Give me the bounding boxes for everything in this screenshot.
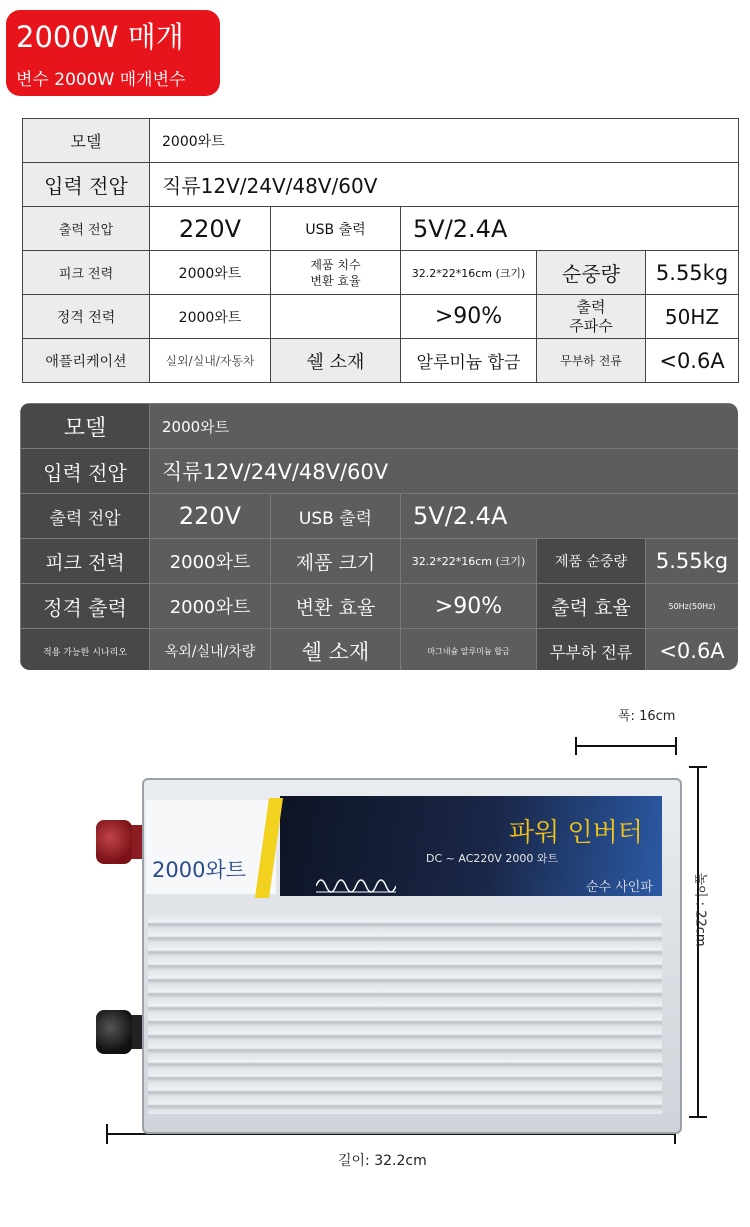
conversion-efficiency-label-dark: 변환 효율: [271, 584, 401, 629]
frequency-label: 출력 주파수: [537, 295, 646, 339]
model-value-dark: 2000와트: [150, 404, 739, 449]
length-dimension-tick-left: [106, 1124, 108, 1144]
sine-wave-icon: [316, 872, 396, 894]
inverter-title: 파워 인버터: [509, 818, 643, 848]
width-label: 폭: 16cm: [618, 709, 676, 724]
weight-value-dark: 5.55kg: [646, 539, 739, 584]
shell-material-label: 쉘 소재: [271, 339, 401, 383]
usb-output-value: 5V/2.4A: [401, 207, 739, 251]
shell-material-label-dark: 쉘 소재: [271, 629, 401, 671]
badge-subtitle: 변수 2000W 매개변수: [16, 70, 186, 90]
height-dimension-tick-bottom: [689, 1116, 707, 1118]
rated-output-value-dark: 2000와트: [150, 584, 271, 629]
weight-value: 5.55kg: [646, 251, 739, 295]
usb-output-label-dark: USB 출력: [271, 494, 401, 539]
no-load-current-label: 무부하 전류: [537, 339, 646, 383]
rated-power-value: 2000와트: [150, 295, 271, 339]
input-voltage-label-dark: 입력 전압: [21, 449, 150, 494]
input-voltage-value-dark: 직류12V/24V/48V/60V: [150, 449, 739, 494]
title-badge: [6, 10, 220, 96]
weight-label: 순중량: [537, 251, 646, 295]
label-panel-dark: [280, 796, 662, 896]
output-voltage-label: 출력 전압: [23, 207, 150, 251]
output-voltage-value: 220V: [150, 207, 271, 251]
height-dimension-tick-top: [689, 766, 707, 768]
usb-output-label: USB 출력: [271, 207, 401, 251]
heat-sink-fins: [148, 914, 662, 1114]
rated-power-label: 정격 전력: [23, 295, 150, 339]
shell-material-value-dark: 마그네슘 알루미늄 합금: [401, 629, 537, 671]
spec-table-dark-container: [20, 403, 738, 670]
empty-cell: [271, 295, 401, 339]
inverter-wave-type: 순수 사인파: [586, 880, 653, 895]
application-label: 애플리케이션: [23, 339, 150, 383]
peak-power-value-dark: 2000와트: [150, 539, 271, 584]
application-value-dark: 옥외/실내/차량: [150, 629, 271, 671]
badge-title: 2000W 매개: [16, 20, 184, 54]
peak-power-label-dark: 피크 전력: [21, 539, 150, 584]
peak-power-label: 피크 전력: [23, 251, 150, 295]
spec-table-dark: [20, 403, 738, 670]
positive-terminal: [96, 820, 132, 864]
input-voltage-label: 입력 전압: [23, 163, 150, 207]
frequency-value: 50HZ: [646, 295, 739, 339]
application-label-dark: 적용 가능한 시나리오: [21, 629, 150, 671]
spec-table-light: [22, 118, 739, 383]
output-voltage-value-dark: 220V: [150, 494, 271, 539]
output-efficiency-value-dark: 50Hz(50Hz): [646, 584, 739, 629]
application-value: 실외/실내/자동차: [150, 339, 271, 383]
usb-output-value-dark: 5V/2.4A: [401, 494, 739, 539]
output-efficiency-label-dark: 출력 효율: [537, 584, 646, 629]
output-voltage-label-dark: 출력 전압: [21, 494, 150, 539]
peak-power-value: 2000와트: [150, 251, 271, 295]
input-voltage-value: 직류12V/24V/48V/60V: [150, 163, 739, 207]
width-dimension-tick-left: [575, 737, 577, 755]
width-dimension-tick-right: [675, 737, 677, 755]
inverter-brand: 2000와트: [152, 858, 247, 882]
model-value: 2000와트: [150, 119, 739, 163]
conversion-efficiency-value-dark: >90%: [401, 584, 537, 629]
shell-material-value: 알루미늄 합금: [401, 339, 537, 383]
inverter-spec: DC ~ AC220V 2000 와트: [426, 852, 559, 865]
size-value-dark: 32.2*22*16cm (크기): [401, 539, 537, 584]
size-label: 제품 치수 변환 효율: [271, 251, 401, 295]
negative-terminal: [96, 1010, 132, 1054]
width-dimension-line: [575, 745, 677, 747]
no-load-current-value: <0.6A: [646, 339, 739, 383]
no-load-current-label-dark: 무부하 전류: [537, 629, 646, 671]
no-load-current-value-dark: <0.6A: [646, 629, 739, 671]
size-label-dark: 제품 크기: [271, 539, 401, 584]
inverter-illustration: [142, 778, 682, 1134]
model-label: 모델: [23, 119, 150, 163]
weight-label-dark: 제품 순중량: [537, 539, 646, 584]
rated-output-label-dark: 정격 출력: [21, 584, 150, 629]
efficiency-value: >90%: [401, 295, 537, 339]
model-label-dark: 모델: [21, 404, 150, 449]
height-label: 높이 : 22cm: [692, 872, 708, 947]
length-label: 길이: 32.2cm: [338, 1153, 427, 1169]
size-value: 32.2*22*16cm (크기): [401, 251, 537, 295]
